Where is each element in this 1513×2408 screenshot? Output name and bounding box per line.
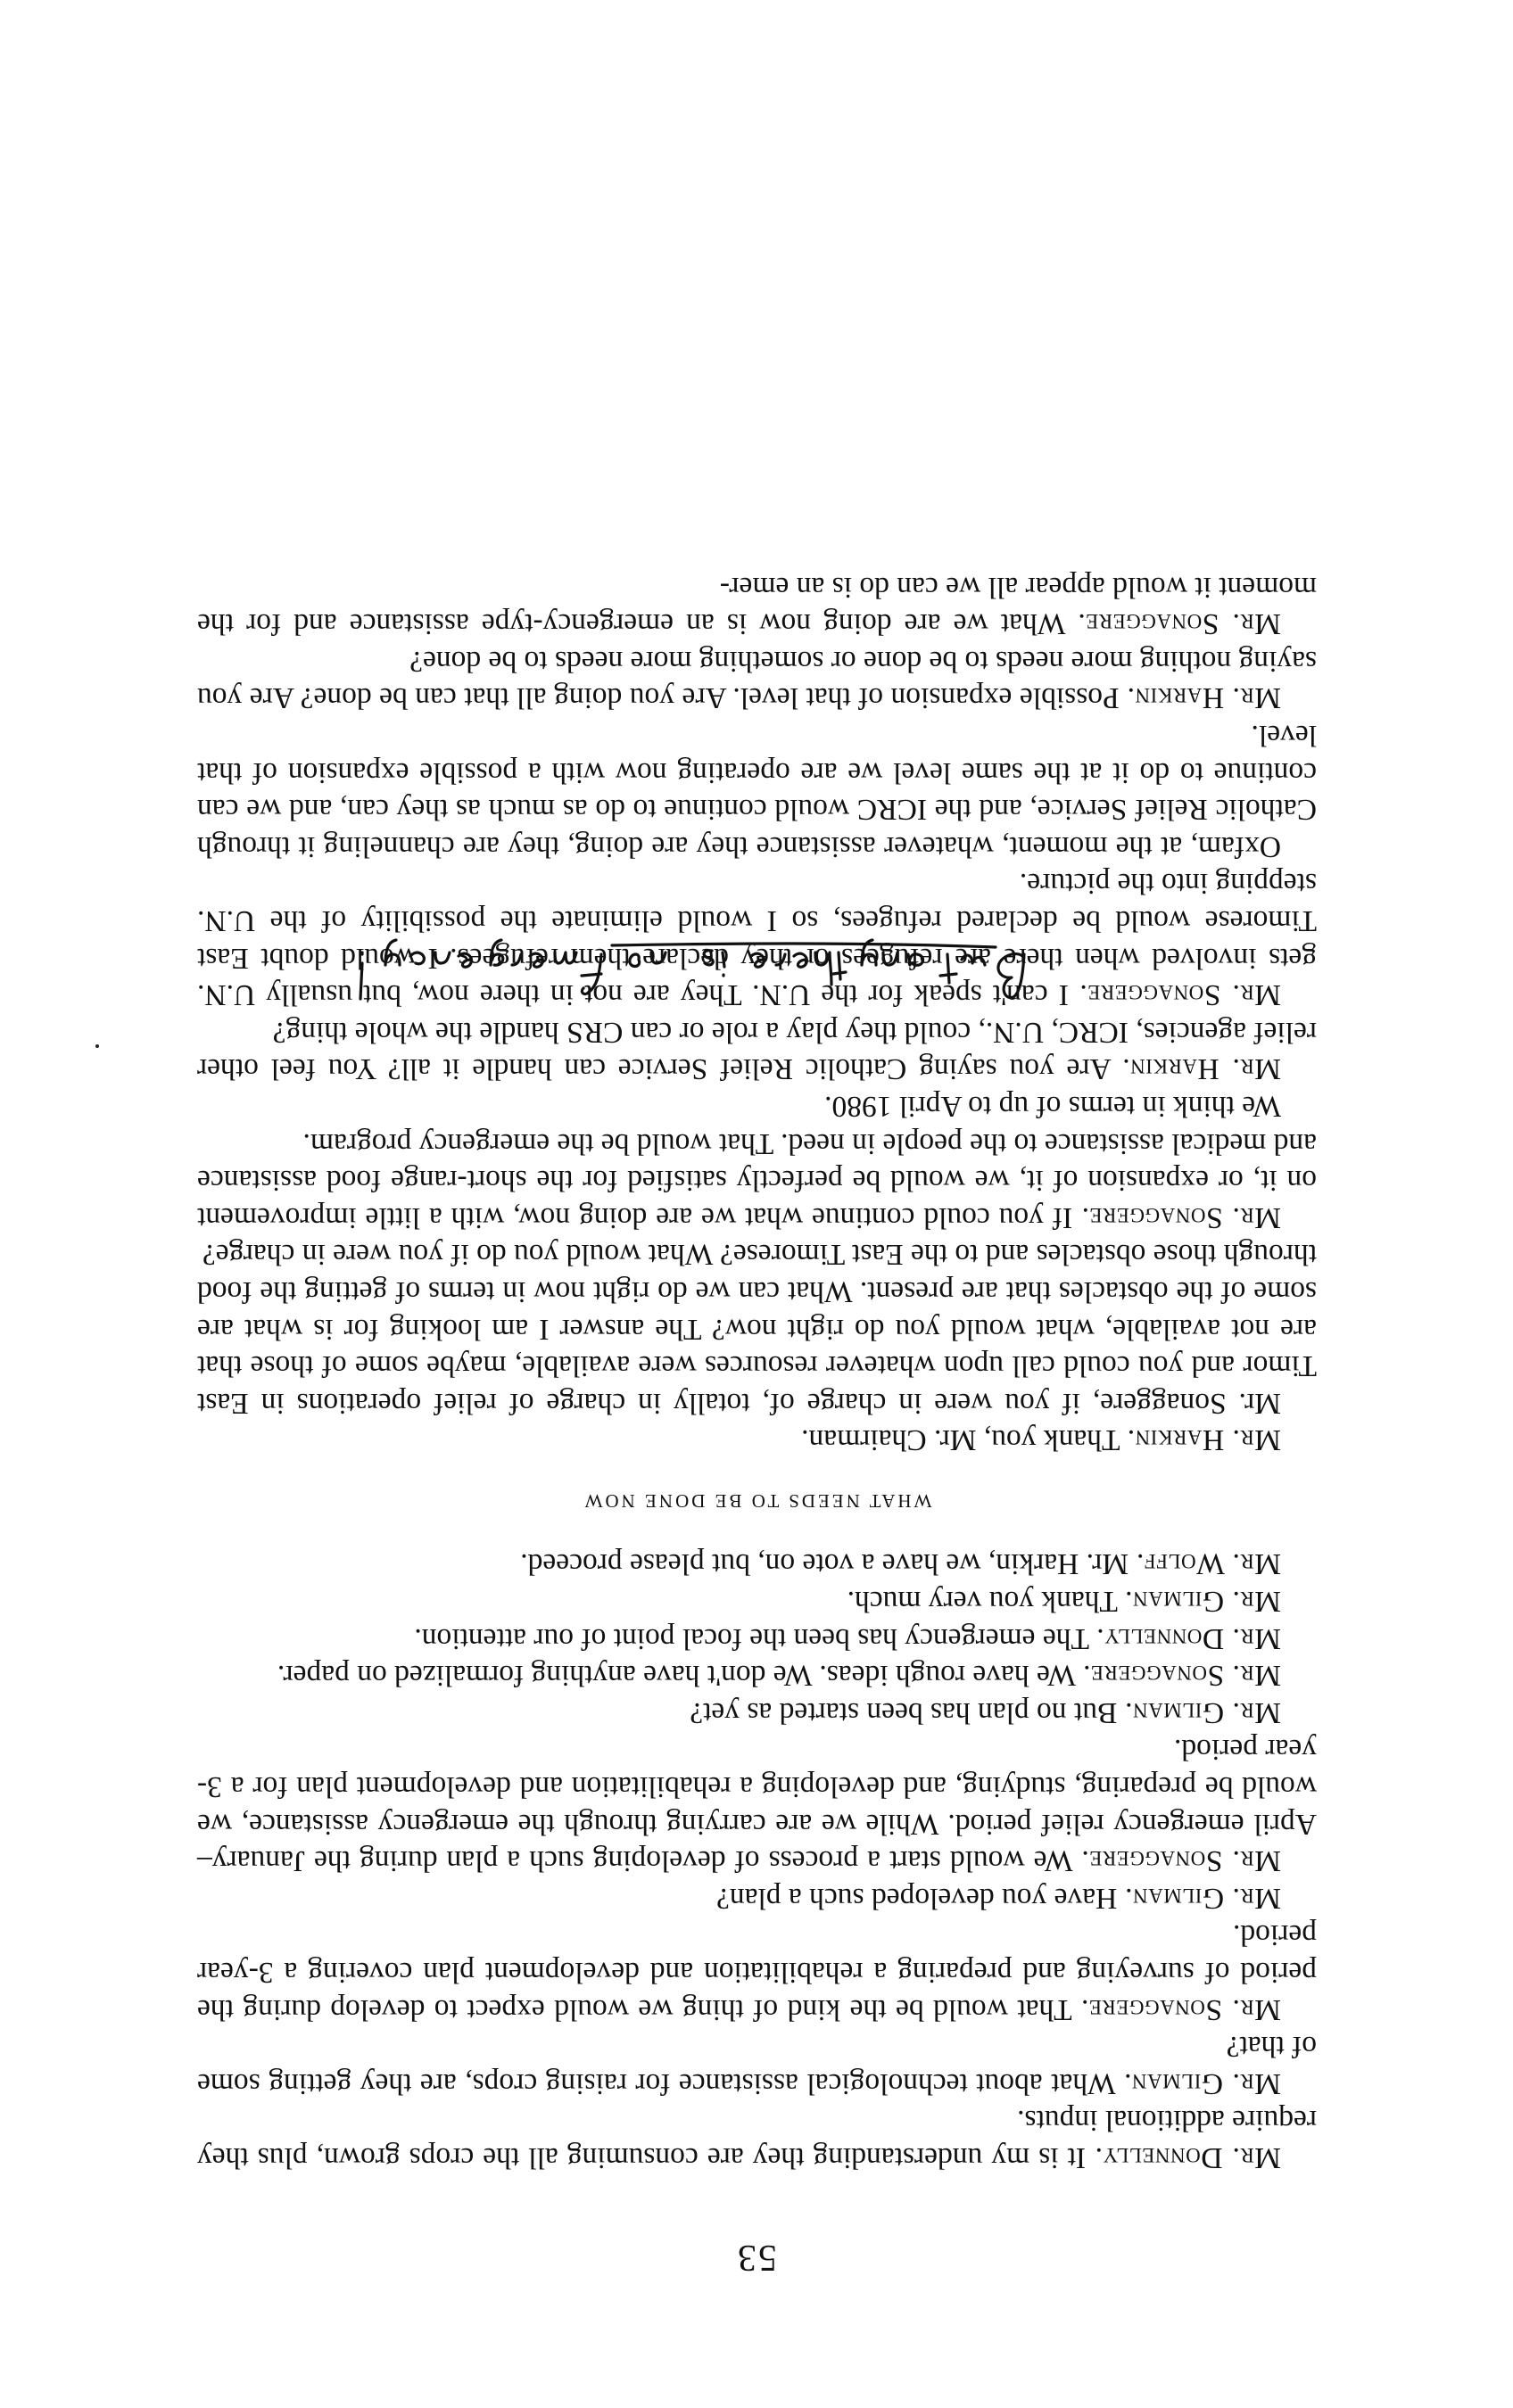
- paragraph: [197, 1546, 1317, 1583]
- paragraph: [197, 2102, 1317, 2176]
- paragraph-text: We think in terms of up to April 1980.: [824, 1089, 1281, 1123]
- speaker-name: Mr. Gilman.: [1123, 2066, 1281, 2100]
- paragraph-text: I can't speak for the U.N. They are not in there now, but usually U.N. gets involved when there are refugees or they declare them refugees. I would doubt East Timorese would be declared refugees, so I would eliminate the possibility of the U.N. stepping into the picture.: [197, 867, 1317, 1012]
- speaker-name: Mr. Gilman.: [1124, 1695, 1281, 1729]
- paragraph-text: Thank you very much.: [847, 1585, 1125, 1619]
- paragraph-text: That would be the kind of thing we would expect to develop during the period of surveying and preparing a rehabilitation and development plan covering a 3-year period.: [196, 1918, 1317, 2026]
- paragraph: [197, 1731, 1317, 1879]
- paragraph-text: We have rough ideas. We don't have anything formalized on paper.: [277, 1659, 1083, 1693]
- transcript-section-top: [197, 1546, 1317, 2176]
- paragraph: [197, 1422, 1317, 1459]
- paragraph-text: Mr. Sonaggere, if you were in charge of, totally in charge of relief operations in East Timor and you could call upon whatever resources were available, maybe some of those that are not available, what would you do right now? The answer I am looking for is what are some of the obstacles that are present. What can we do right now in terms of getting the food through those obstacles and to the East Timorese? What would you do if you were in charge?: [197, 1238, 1317, 1420]
- paragraph: [197, 642, 1317, 716]
- speaker-name: Mr. Sonaggere.: [1077, 607, 1281, 641]
- paragraph: [197, 716, 1317, 864]
- transcript-section-bottom: [197, 568, 1317, 1458]
- paragraph-text: Possible expansion of that level. Are you doing all that can be done? Are you saying nothing more needs to be done or something more needs to be done?: [197, 644, 1317, 715]
- speaker-name: Mr. Sonaggere.: [1079, 978, 1281, 1012]
- scan-speck: [95, 1044, 99, 1048]
- paragraph-text: But no plan has been started as yet?: [690, 1695, 1125, 1729]
- speaker-name: Mr. Sonaggere.: [1080, 1844, 1281, 1878]
- speaker-name: Mr. Harkin.: [1127, 1423, 1281, 1457]
- paragraph-text: Thank you, Mr. Chairman.: [801, 1423, 1128, 1457]
- speaker-name: Mr. Harkin.: [1127, 681, 1281, 715]
- handwritten-annotation: [335, 929, 1031, 1010]
- speaker-name: Mr. Gilman.: [1124, 1881, 1281, 1915]
- paragraph: [197, 1087, 1317, 1125]
- paragraph: [197, 1236, 1317, 1422]
- speaker-name: Mr. Gilman.: [1124, 1585, 1281, 1619]
- paragraph: [197, 1013, 1317, 1087]
- paragraph-text: If you could continue what we are doing now, with a little improvement on it, or expansion of it, we would be perfectly satisfied for the short-range food assistance and medical assistance to the people in need. That would be the emergency program.: [197, 1126, 1317, 1234]
- paragraph-text: We would start a process of developing such a plan during the January–April emergency relief period. While we are carrying through the emergency assistance, we would be preparing, studying, and developing a rehabilitation and development plan for a 3-year period.: [197, 1733, 1317, 1878]
- paragraph: [197, 1917, 1317, 2028]
- transcript-body: [197, 568, 1317, 2176]
- paragraph: [197, 1657, 1317, 1695]
- paragraph-text: What about technological assistance for raising crops, are they getting some of that?: [197, 2030, 1317, 2100]
- paragraph: [197, 568, 1317, 642]
- paragraph-text: Oxfam, at the moment, whatever assistance they are doing, they are channeling it through Catholic Relief Service, and the ICRC would continue to do as much as they can, and we can continue to do it at the same level we are operating now with a possible expansion of that level.: [197, 719, 1317, 863]
- paragraph-text: What we are doing now is an emergency-type assistance and for the moment it would appear all we can do is an emer-: [197, 570, 1317, 641]
- speaker-name: Mr. Harkin.: [1121, 1052, 1281, 1086]
- paragraph-text: The emergency has been the focal point of our attention.: [414, 1621, 1096, 1655]
- page-number: 53: [736, 2237, 777, 2278]
- paragraph: [197, 1125, 1317, 1236]
- section-heading: WHAT NEEDS TO BE DONE NOW: [582, 1489, 932, 1512]
- speaker-name: Mr. Sonaggere.: [1081, 1200, 1281, 1234]
- paragraph: [197, 2028, 1317, 2102]
- paragraph: [197, 1694, 1317, 1731]
- paragraph: [197, 1879, 1317, 1917]
- speaker-name: Mr. Wolff.: [1136, 1547, 1281, 1581]
- paragraph-text: Have you developed such a plan?: [716, 1881, 1125, 1915]
- paragraph-text: Mr. Harkin, we have a vote on, but please proceed.: [520, 1547, 1137, 1581]
- paragraph: [197, 1583, 1317, 1620]
- paragraph-text: Are you saying Catholic Relief Service can handle it all? You feel other relief agencies, ICRC, U.N., could they play a role or can CRS handle the whole thing?: [197, 1015, 1317, 1086]
- speaker-name: Mr. Sonaggere.: [1080, 1992, 1281, 2026]
- handwriting-scribble: [335, 929, 1031, 1010]
- paragraph: [197, 1620, 1317, 1657]
- speaker-name: Mr. Donnelly.: [1095, 2141, 1281, 2174]
- speaker-name: Mr. Donnelly.: [1095, 1621, 1281, 1655]
- paragraph-text: It is my understanding they are consuming all the crops grown, plus they require additional inputs.: [197, 2104, 1317, 2174]
- speaker-name: Mr. Sonaggere.: [1082, 1659, 1281, 1693]
